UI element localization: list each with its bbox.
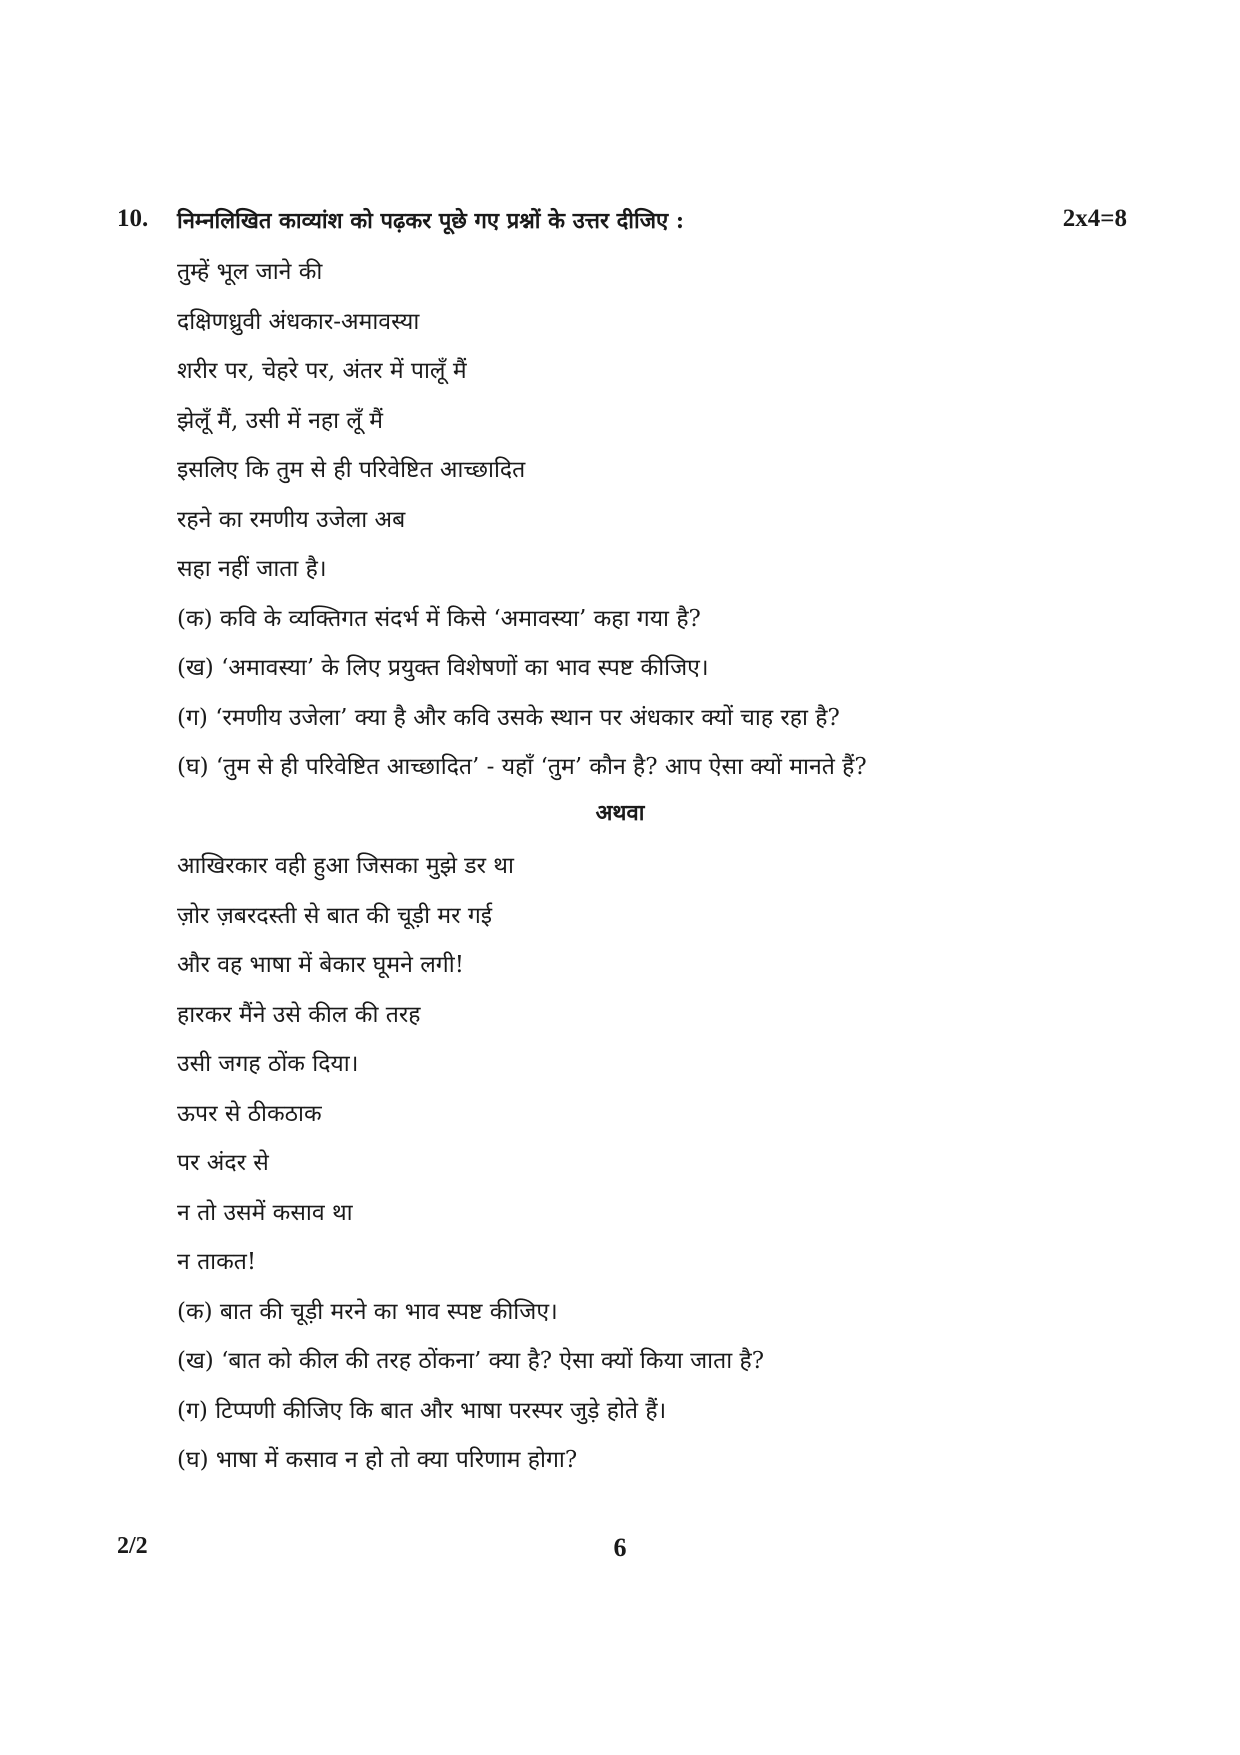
poem-1-line: दक्षिणध्रुवी अंधकार-अमावस्या [177, 308, 420, 335]
poem-1-line: शरीर पर, चेहरे पर, अंतर में पालूँ मैं [177, 358, 467, 384]
sub-question-gha: (घ) भाषा में कसाव न हो तो क्या परिणाम होगा? [177, 1447, 578, 1473]
poem-1-line: रहने का रमणीय उजेला अब [177, 506, 406, 533]
poem-2-line: न तो उसमें कसाव था [177, 1199, 353, 1226]
poem-2-line: ऊपर से ठीकठाक [177, 1100, 322, 1127]
poem-2-line: उसी जगह ठोंक दिया। [177, 1051, 359, 1077]
poem-1-line: झेलूँ मैं, उसी में नहा लूँ मैं [177, 407, 384, 434]
sub-question-kha: (ख) ‘अमावस्या’ के लिए प्रयुक्त विशेषणों का भाव स्पष्ट कीजिए। [177, 655, 709, 681]
question-number: 10. [117, 205, 149, 232]
poem-1-line: इसलिए कि तुम से ही परिवेष्टित आच्छादित [177, 457, 526, 483]
question-marks: 2x4=8 [1062, 205, 1127, 232]
sub-question-ga: (ग) टिप्पणी कीजिए कि बात और भाषा परस्पर जुड़े होते हैं। [177, 1397, 667, 1424]
sub-question-ga: (ग) ‘रमणीय उजेला’ क्या है और कवि उसके स्थान पर अंधकार क्यों चाह रहा है? [177, 704, 840, 731]
poem-2-line: आखिरकार वही हुआ जिसका मुझे डर था [177, 853, 514, 879]
poem-1-line: सहा नहीं जाता है। [177, 556, 327, 582]
poem-1 [177, 248, 1117, 793]
poem-2-line: हारकर मैंने उसे कील की तरह [177, 1001, 421, 1028]
sub-question-ka: (क) कवि के व्यक्तिगत संदर्भ में किसे ‘अमावस्या’ कहा गया है? [177, 605, 701, 632]
poem-1-line: तुम्हें भूल जाने की [177, 259, 323, 285]
poem-2-line: और वह भाषा में बेकार घूमने लगी! [177, 952, 464, 978]
page-number: 6 [613, 1533, 627, 1562]
sub-question-gha: (घ) ‘तुम से ही परिवेष्टित आच्छादित’ - यहाँ ‘तुम’ कौन है? आप ऐसा क्यों मानते हैं? [177, 754, 867, 780]
poem-2-line: पर अंदर से [177, 1150, 269, 1176]
poem-2 [177, 842, 1117, 1486]
question-header [117, 205, 1127, 245]
poem-2-line: ज़ोर ज़बरदस्ती से बात की चूड़ी मर गई [177, 902, 493, 929]
poem-2-line: न ताकत! [177, 1249, 257, 1275]
footer-code: 2/2 [117, 1533, 148, 1559]
sub-question-kha: (ख) ‘बात को कील की तरह ठोंकना’ क्या है? ऐसा क्यों किया जाता है? [177, 1348, 765, 1374]
sub-question-ka: (क) बात की चूड़ी मरने का भाव स्पष्ट कीजिए। [177, 1298, 558, 1325]
or-divider: अथवा [595, 800, 645, 826]
question-instruction: निम्नलिखित काव्यांश को पढ़कर पूछे गए प्रश्नों के उत्तर दीजिए : [177, 208, 684, 234]
